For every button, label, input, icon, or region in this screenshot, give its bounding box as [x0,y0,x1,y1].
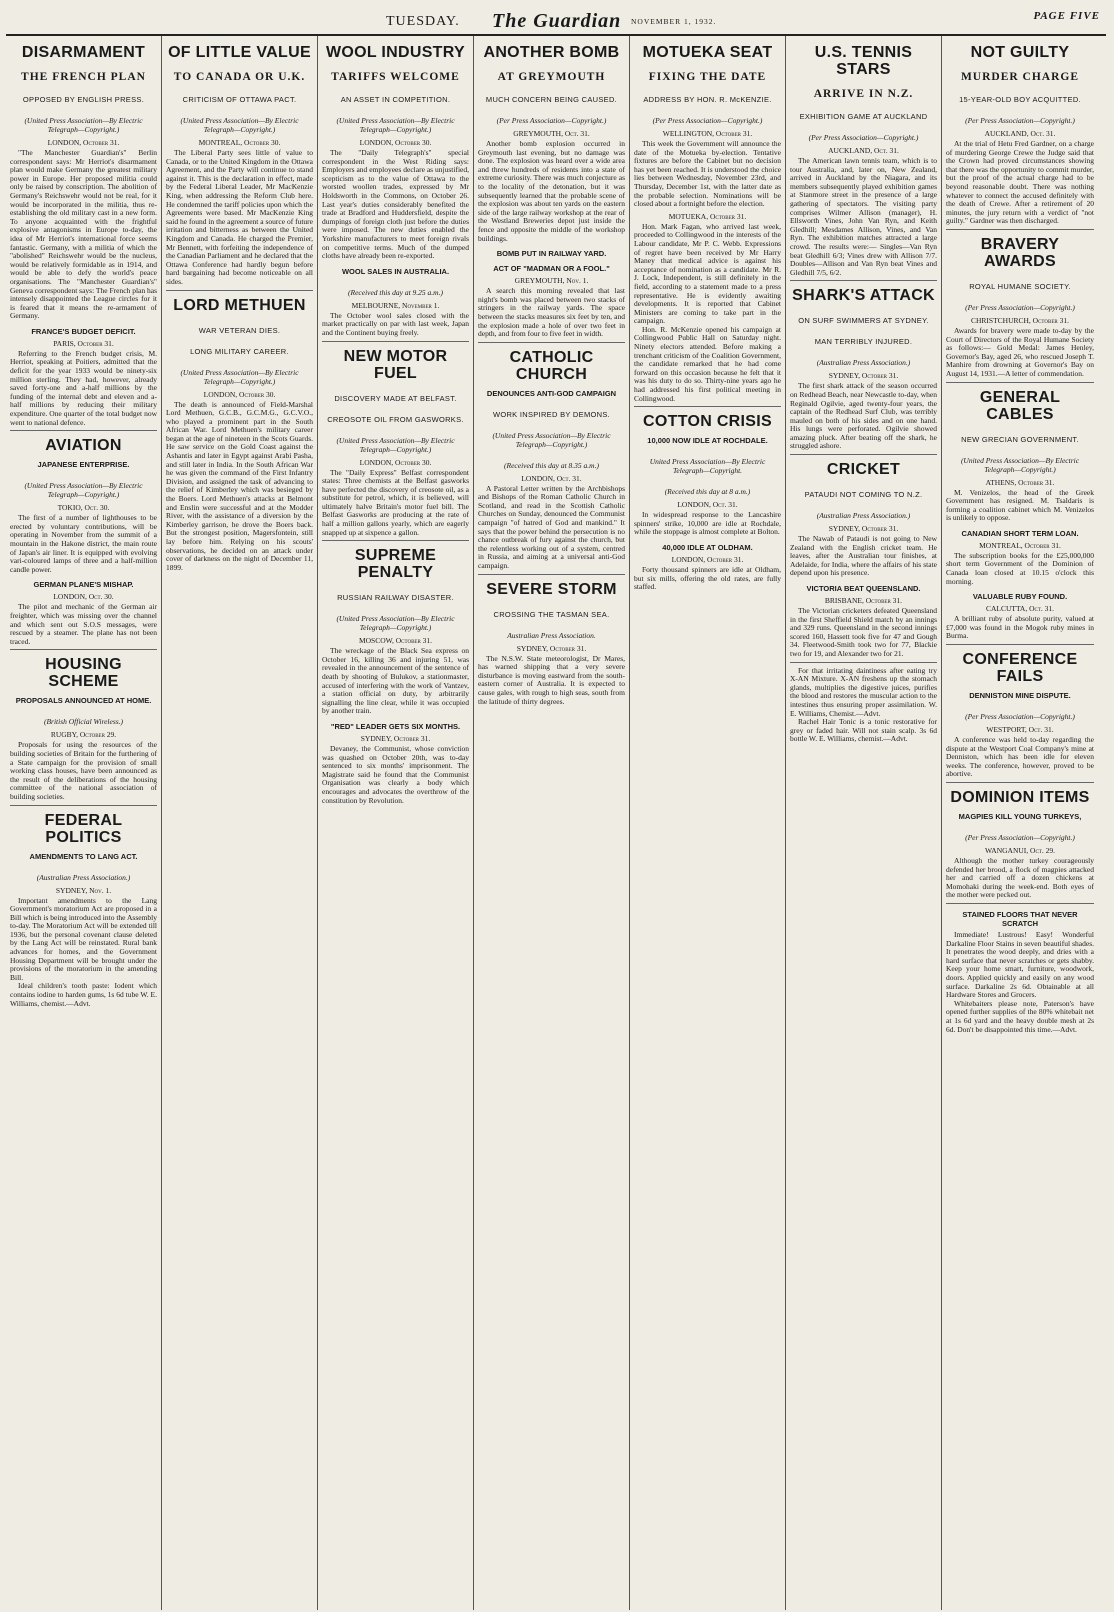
headline: LORD METHUEN [173,296,306,314]
dateline: MONTREAL, October 30. [198,138,281,147]
credit: (United Press Association—By Electric Telegraph—Copyright.) [24,481,143,500]
deck: MAGPIES KILL YOUNG TURKEYS, [958,812,1082,821]
advertisement: Rachel Hair Tonic is a tonic restorative for grey or faded hair. Will not stain scalp. 3s 6d bottle W. E. Williams, chemist.—Advt. [790,717,937,744]
column-5 [630,36,786,1610]
article-housing-scheme [10,656,157,805]
article-body: Important amendments to the Lang Government's moratorium Act are proposed in a Bill which is being introduced into the Assembly to-day. The Moratorium Act will be extended till 1936, but the personal covenant clause deleted by the Lang Act will be reinstated. Rural bank advances for homes, and the Government Housing Department will be brought under the provisions of the moratorium in the amending Bill. [10,895,157,982]
credit: (United Press Association—By Electric Telegraph—Copyright.) [492,430,611,449]
deck: CRITICISM OF OTTAWA PACT. [182,95,297,104]
dateline: SYDNEY, Nov. 1. [55,885,112,895]
dateline: MELBOURNE, November 1. [351,300,440,310]
subheadline: THE FRENCH PLAN [21,71,146,83]
dateline: LONDON, October 31. [47,138,120,147]
credit: (United Press Association—By Electric Telegraph—Copyright.) [336,116,455,134]
dateline: WELLINGTON, October 31. [662,129,753,138]
article-body: A Pastoral Letter written by the Archbishops and Bishops of the Roman Catholic Church in Scotland, and read in the Scottish Catholic Churches on Sunday, denounced the Communist campaign "of hatred of God and mankind." It says that the power behind the persecution is no chance outbreak of fury against the church, but the relentless working out of a system, centred in Russia, and aiming at a universal anti-God campaign. [478,483,625,571]
dateline: ATHENS, October 31. [985,477,1055,487]
headline: CATHOLIC CHURCH [509,348,594,383]
subheadline: ON SURF SWIMMERS AT SYDNEY. [798,316,929,326]
deck: EXHIBITION GAME AT AUCKLAND [799,112,928,121]
dateline: GREYMOUTH, Nov. 1. [514,276,589,286]
issue-day: TUESDAY. [386,14,460,29]
newspaper-title: The Guardian [492,10,622,32]
article-another-bomb [478,44,625,343]
credit: (United Press Association—By Electric Telegraph—Copyright.) [336,614,455,633]
dateline: BRISBANE, October 31. [824,596,903,606]
received-note: (Received this day at 8.35 a.m.) [504,460,599,470]
columns [6,36,1106,1610]
article-body: A conference was held to-day regarding the dispute at the Westport Coal Company's mine at Denniston, which has been idle for eleven weeks. The conference, however, proved to be abortive. [946,735,1094,779]
article-body: The first shark attack of the season occurred on Redhead Beach, near Newcastle to-day, when Reginald Ogilvie, aged twenty-four years, the captain of the Redhead Surf Club, was terribly mauled on both of his sides and on one hand. His lungs were perforated. Ogilvie showed amazing pluck. After beating off the shark, he struggled ashore. [790,381,937,451]
deck: RUSSIAN RAILWAY DISASTER. [337,593,454,603]
credit: (Australian Press Association.) [816,511,911,521]
article-body: This week the Government will announce the date of the Motueka by-election. Tentative fixtures are before the Cabinet but no decision has yet been reached. It is understood the choice lies between Wednesday, November 23rd, and Thursday, December 1st, with the latter date as the probable selection. Nominations will be closed about a fortnight before the election. [634,139,781,209]
article-body: Awards for bravery were made to-day by the Court of Directors of the Royal Humane Society as follows:— Gold Medal: James Henley, Governor's Bay, aged 26, who rescued Joseph T. Manhire from drowning at Governor's Bay on August 14, 1931.—A letter of commendation. [946,325,1094,378]
article-lord-methuen [166,297,313,576]
dateline: MONTREAL, October 31. [979,540,1061,550]
subheadline: FIXING THE DATE [648,71,767,83]
headline: U.S. TENNIS STARS [814,44,913,78]
dateline: TOKIO, Oct. 30. [57,503,110,513]
dateline: SYDNEY, October 31. [828,371,899,381]
advertisements [946,910,1094,1037]
article-body: At the trial of Hetu Fred Gardner, on a charge of murdering George Crewe the Judge said that the Crown had proved circumstances showing that there was the opportunity to commit murder, but the proof of the actual charge had to be beyond reasonable doubt. There was nothing whatever to connect the accused definitely with the death of Crewe. After a retirement of 20 minutes, the jury return with a verdict of "not guilty." Gardner was then discharged. [946,139,1094,226]
deck: ADDRESS BY HON. R. McKENZIE. [643,95,772,104]
column-1 [6,36,162,1610]
article-body: In widespread response to the Lancashire spinners' strike, 10,000 are idle at Rochdale, while the stoppage is almost complete at Bolton. [634,510,781,537]
article-not-guilty [946,44,1094,230]
credit: (British Official Wireless.) [43,717,124,727]
column-7 [942,36,1098,1610]
dateline: MOSCOW, October 31. [358,636,433,646]
credit: (United Press Association—By Electric Telegraph—Copyright.) [336,435,455,454]
subheadline: WAR VETERAN DIES. [198,325,281,335]
section-head: "RED" LEADER GETS SIX MONTHS. [330,722,461,731]
headline: NEW MOTOR FUEL [343,347,448,382]
dateline: WESTPORT, Oct. 31. [986,725,1054,735]
article-us-tennis-stars [790,44,937,281]
credit: (Australian Press Association.) [816,358,911,368]
advertisement: Ideal children's tooth paste: Iodent which contains iodine to harden gums, 1s 6d tube W. E. Williams, chemist.—Advt. [10,981,157,1008]
headline: HOUSING SCHEME [45,656,122,691]
headline: SEVERE STORM [486,580,617,598]
credit: (Per Press Association—Copyright.) [965,116,1075,125]
headline: BRAVERY AWARDS [980,235,1060,270]
subheadline: CROSSING THE TASMAN SEA. [493,609,610,619]
article-aviation [10,437,157,650]
deck: OPPOSED BY ENGLISH PRESS. [22,95,145,104]
subheadline: DENOUNCES ANTI-GOD CAMPAIGN [486,388,617,398]
subheadline: MURDER CHARGE [960,71,1080,83]
dateline: SYDNEY, October 31. [360,734,431,743]
dateline: AUCKLAND, Oct. 31. [828,146,899,155]
section-head: WOOL SALES IN AUSTRALIA. [341,266,450,276]
credit: (United Press Association—By Electric Telegraph—Copyright.) [180,367,299,386]
subheadline: ARRIVE IN N.Z. [813,88,914,100]
dateline: LONDON, October 30. [359,457,432,467]
subheadline: DISCOVERY MADE AT BELFAST. [334,393,457,403]
deck: AN ASSET IN COMPETITION. [340,95,451,104]
article-body: Proposals for using the resources of the building societies of Britain for the furthering of a State campaign for the provision of small working class houses, have been announced as the result of the deliberations of the housing committee of the national association of building societies. [10,740,157,801]
subheadline: TO CANADA OR U.K. [173,71,306,83]
credit: (United Press Association—By Electric Telegraph—Copyright.) [960,455,1080,474]
page-number: PAGE FIVE [1033,10,1100,22]
section-head: VICTORIA BEAT QUEENSLAND. [806,584,921,594]
issue-date: NOVEMBER 1, 1932. [631,17,717,26]
article-severe-storm [478,581,625,710]
column-3 [318,36,474,1610]
deck: LONG MILITARY CAREER. [190,346,289,356]
article-body: A search this morning revealed that last night's bomb was placed between two stacks of stringers in the railway yards. The space between the stacks measures six feet by ten, and the explosion made a hole of over two feet in depth, and from four to five feet in width. [478,286,625,339]
dateline: MOTUEKA, October 31. [668,211,747,221]
deck: MUCH CONCERN BEING CAUSED. [485,95,618,104]
article-body: Forty thousand spinners are idle at Oldham, but six mills, offering the old rates, are fully staffed. [634,565,781,592]
credit: (Per Press Association—Copyright.) [652,116,763,125]
advertisement: Immediate! Lustrous! Easy! Wonderful Darkaline Floor Stains in seven beautiful shades. It penetrates the wood deeply, and dries with a hard surface that never scratches or gets shabby. Keep your home smart, furniture, woodwork, doors. Applied quickly and easily on any wood surface. Darkaline 2s 6d. Obtainable at all Hardware Stores and Grocers. [946,929,1094,1000]
headline: FEDERAL POLITICS [44,811,123,846]
section-head: 40,000 IDLE AT OLDHAM. [662,543,753,552]
article-body: A brilliant ruby of absolute purity, valued at £7,000 was found in the Mogok ruby mines in Burma. [946,614,1094,641]
headline: GENERAL CABLES [979,388,1061,423]
article-wool-industry [322,44,469,342]
headline: SUPREME PENALTY [354,547,437,582]
section-head: GERMAN PLANE'S MISHAP. [33,580,134,590]
credit: (United Press Association—By Electric Telegraph—Copyright.) [180,116,299,134]
article-body: Another bomb explosion occurred in Greymouth last evening, but no damage was done. The explosion was heard over a wide area and threw hundreds of residents into a state of extreme curiosity. There was much conjecture as to the locality of the detonation, but it was subsequently learned that the probable scene of the explosion was about ten yards on the eastern side of the large railway workshop at the rear of the Westland Breweries depot just inside the fence and opposite the middle of the workshop buildings. [478,139,625,243]
deck: 10,000 NOW IDLE AT ROCHDALE. [647,436,768,446]
article-body: The American lawn tennis team, which is to tour Australia, and, later on, New Zealand, arrived in Auckland by the Niagara, and its members subsequently played exhibition games at Stanmore street in the presence of a large gathering of spectators. The visiting party comprises Wilmer Allison (manager), H. Ellsworth Vines, John Van Ryn, and Keith Gledhill; Mesdames Allison, Vines, and Van Ryn. The exhibition matches attracted a large crowd. The results were:— Singles—Van Ryn beat Gledhill 6/3; Vines drew with Allison 7/7. Doubles—Allison and Van Ryn beat Vines and Gledhill 7/5, 6/2. [790,156,937,277]
advertisement: Whitebaiters please note, Paterson's have opened further supplies of the 80% whitebait net at 1s 6d yard and the heavy double mesh at 2s 6d. Don't be disappointed this time.—Advt. [946,998,1094,1034]
article-body: The death is announced of Field-Marshal Lord Methuen, G.C.B., G.C.M.G., G.C.V.O., who played a prominent part in the South African War. Lord Methuen's military career began at the age of nineteen in the Scots Guards. He saw service on the Gold Coast against the Ashantis and later in Egypt against Arabi Pasha, and still later in India. In the South African War he was given the command of the First Infantry Division, and assigned the task of advancing to the relief of Kimberley which was besieged by the Boers. Lord Methuen's attacks at Belmont and Enslin were successful and at the Modder River, with the assistance of a diversion by the Kimberley garrison, he drove the Boers back. But the strongest position, Magersfontein, still lay before him. Relying on his scouts' observations, he decided on an attack under cover of darkness on the night of December 11, 1899. [166,399,313,572]
advertisements [790,667,937,747]
article-cotton-crisis [634,413,781,595]
dateline: LONDON, Oct. 30. [53,592,114,602]
advertisement-head: STAINED FLOORS THAT NEVER SCRATCH [962,909,1078,928]
deck: DENNISTON MINE DISPUTE. [969,691,1071,701]
article-body: The first of a number of lighthouses to be erected by voluntary contributions, will be operating in November from the summit of a mountain in the Hakone district, the main route of Japan's air liner. It is equipped with evolving vari-coloured lamps of three and a half-million candle power. [10,513,157,574]
dateline: SYDNEY, October 31. [516,643,587,653]
article-body: M. Venizelos, the head of the Greek Government has resigned. M. Tsaldaris is forming a coalition cabinet which M. Venizelos is unlikely to oppose. [946,487,1094,523]
headline: NOT GUILTY [970,44,1070,61]
credit: (Per Press Association—Copyright.) [808,133,919,142]
dateline: CALCUTTA, Oct. 31. [985,604,1055,614]
dateline: SYDNEY, October 31. [828,524,899,534]
section-head: BOMB PUT IN RAILWAY YARD. [496,249,607,259]
deck: PROPOSALS ANNOUNCED AT HOME. [15,696,152,706]
article-conference-fails [946,651,1094,783]
dateline: LONDON, October 31. [671,555,744,564]
credit: (Per Press Association—Copyright.) [965,833,1075,842]
article-body: The Victorian cricketers defeated Queensland in the first Sheffield Shield match by an innings and 329 runs. Queensland in the second innings scored 160, Hassett took five for 47 and Gough 34. Fleetwood-Smith took two for 77, Blackie two for 19, and Alexander two for 21. [790,606,937,658]
deck: WORK INSPIRED BY DEMONS. [492,409,611,419]
article-body: Devaney, the Communist, whose conviction was quashed on October 20th, was to-day sentenced to six months' imprisonment. The Magistrate said he found that the Communist Organisation was clearly a body which encourages and advocates the overthrow of the constitution by Revolution. [322,744,469,805]
credit: Australian Press Association. [507,630,596,640]
credit: (United Press Association—By Electric Telegraph—Copyright.) [24,116,143,134]
headline: DOMINION ITEMS [950,789,1090,806]
credit: (Per Press Association—Copyright.) [496,116,607,125]
dateline: RUGBY, October 29. [50,730,117,740]
dateline: WANGANUI, Oct. 29. [985,846,1055,855]
column-2 [162,36,318,1610]
article-body: The "Daily Telegraph's" special correspondent in the West Riding says: Employers and employees declare as unjustified, scepticism as to the value of Ottawa to the worsted woollen trades, expressed by Mr Holdsworth in the Commons, on October 26. Last year's duties considerably benefited the trade at Bradford and Huddersfield, despite the dumpings of foreign cloth just before the duties were imposed. The new duties enabled the Yorkshire manufacturers to meet foreign rivals on competitive terms. Much of the dumped cloths have already been re-exported. [322,148,469,261]
credit: (Per Press Association—Copyright.) [965,712,1075,722]
subheadline: TARIFFS WELCOME [331,71,460,83]
section-head: CANADIAN SHORT TERM LOAN. [961,528,1079,538]
deck: MAN TERRIBLY INJURED. [814,337,913,347]
article-body: The N.S.W. State meteorologist, Dr Mares, has warned shipping that a very severe disturbance is moving eastward from the south-eastern corner of Australia. It is expected to cause gales, with rough to high seas, south from the latitude of thirty degrees. [478,653,625,706]
article-federal-politics [10,812,157,1012]
dateline: LONDON, October 30. [203,389,276,399]
article-body: The pilot and mechanic of the German air freighter, which was missing over the channel and which sent out S.O.S messages, were rescued by a steamer. The plane has not been traced. [10,602,157,646]
headline: CONFERENCE FAILS [962,651,1078,686]
deck: JAPANESE ENTERPRISE. [37,460,130,470]
article-new-motor-fuel [322,348,469,542]
article-cricket [790,461,937,663]
section-subhead: ACT OF "MADMAN OR A FOOL." [493,264,610,274]
dateline: PARIS, October 31. [53,338,114,348]
headline: COTTON CRISIS [643,413,772,431]
dateline: LONDON, October 30. [359,138,432,147]
article-motueka-seat [634,44,781,407]
article-body: Although the mother turkey courageously defended her brood, a flock of magpies attacked her and carried off a dozen chickens at Momohaki during the week-end. Both eyes of the mother were pecked out. [946,856,1094,900]
headline: CRICKET [826,461,901,479]
article-body: Hon. R. McKenzie opened his campaign at Collingwood Public Hall on Saturday night. Ninety electors attended. Before making a trenchant criticism of the Coalition Government, the candidate remarked that he had come forward on this occasion because he felt that it was his duty to do so. Thirty-nine years ago he had addressed his first political meeting in Collingwood. [634,324,781,403]
article-general-cables [946,389,1094,646]
headline: SHARK'S ATTACK [792,287,935,305]
deck: PATAUDI NOT COMING TO N.Z. [804,490,923,500]
deck: AMENDMENTS TO LANG ACT. [29,851,138,861]
credit: (Per Press Association—Copyright.) [965,302,1075,312]
headline: WOOL INDUSTRY [325,44,465,61]
column-4 [474,36,630,1610]
subheadline: AT GREYMOUTH [497,71,606,83]
headline: AVIATION [45,437,122,455]
article-dominion-items [946,789,1094,904]
headline: DISARMAMENT [21,44,146,61]
dateline: GREYMOUTH, Oct. 31. [513,129,590,138]
section-head: FRANCE'S BUDGET DEFICIT. [31,326,136,336]
credit: (Australian Press Association.) [36,872,131,882]
article-catholic-church [478,349,625,575]
headline: OF LITTLE VALUE [168,44,311,61]
deck: ROYAL HUMANE SOCIETY. [969,281,1071,291]
credit: United Press Association—By Electric Telegraph—Copyright. [649,457,766,476]
article-supreme-penalty [322,547,469,808]
article-body: The Nawab of Pataudi is not going to New Zealand with the English cricket team. He leaves, after the Australian tour finishes, at Adelaide, for India, where the affairs of his state depend upon his presence. [790,534,937,578]
article-body: The Liberal Party sees little of value to Canada, or to the United Kingdom in the Ottawa Agreement, and the Party will continue to stand against it. This is the declaration in effect, made by the Federal Liberal Leader, Mr MacKenzie King, when addressing the Reform Club here. He condemned the tariff policies upon which the Agreements were based. Mr MacKenzie King said he found in the agreement a source of future irritation and bitterness as between the United Kingdom and Canada. He charged the Premier, Mr Bennett, with forfeiting the independence of the Canadian Parliament and he declared that the Ottawa Conference had hardly begun before hard bargaining had become noticeable on all sides. [166,148,313,286]
section-head: VALUABLE RUBY FOUND. [972,592,1068,602]
article-body: The subscription books for the £25,000,000 short term Government of the Dominion of Canada loan closed at 10.15 o'clock this morning. [946,550,1094,586]
advertisement: For that irritating daintiness after eating try X-AN Mixture. X-AN freshens up the stomach glands, multiplies the digestive juices, purifies the blood and restores the muscular action to the intestines thus ensuring proper assimilation. W. E. Williams, Chemist.—Advt. [790,665,937,718]
article-body: The "Daily Express" Belfast correspondent states: Three chemists at the Belfast gasworks have perfected the discovery of creosote oil, as a substitute for petrol, which, it is believed, will ultimately halve Britain's motor fuel bill. The Belfast Gasworks are producing at the rate of half a million gallons yearly, which are eagerly snapped up at sixpence a gallon. [322,467,469,537]
deck: 15-YEAR-OLD BOY ACQUITTED. [959,95,1081,104]
masthead [6,6,1106,36]
deck: CREOSOTE OIL FROM GASWORKS. [327,414,464,424]
dateline: CHRISTCHURCH, October 31. [971,315,1069,325]
article-body: Referring to the French budget crisis, M. Herriot, speaking at Poitiers, admitted that the deficit for the year 1933 would be ninety-six million sterling. They had, however, already saved forty-one and a-half millions by the funding of the internal debt and eleven and a-half millions by reducing their military expenditure. One quarter of the total budget now went to national defence. [10,348,157,427]
deck: NEW GRECIAN GOVERNMENT. [961,434,1079,444]
article-body: "The Manchester Guardian's" Berlin correspondent says: Mr Herriot's disarmament plan would make Germany the greatest military power in Europe. Her proposed militia could only be raised by conscription. The abolition of Germany's Reichswehr would not be real, for it would be incorporated in the militia, thus re-establishing the old military cast in a new form. To anyone acquainted with the frightful explosive antagonisms in Europe to-day, the idea of Mr Herriot's international force seems fantastic. Germany, with a militia of which the "abolished" Reichswehr would be the nucleus, would be relatively formidable as in 1914, and would be able to defy the world's peace organisations. The "Manchester Guardian's" Geneva correspondent says: The French plan has intensely disappointed the League circles for it is feared that it means the re-armament of Germany. [10,148,157,321]
article-body: Hon. Mark Fagan, who arrived last week, proceeded to Collingwood in the interests of the Labour candidate, Mr P. C. Webb. Expressions of regret have been received by Mr Harry Maney that medical advice is against his acceptance of nomination as a candidate. Mr R. J. Lock, Independent, is still definitely in the field, according to a statement made to a press representative. He is evidently awaiting developments. It is reported that Cabinet Ministers are coming to take part in the campaign. [634,221,781,326]
article-body: The October wool sales closed with the market practically on par with last week, Japan and the Continent buying freely. [322,310,469,337]
article-sharks-attack [790,287,937,455]
dateline: LONDON, Oct. 31. [521,473,582,483]
headline: MOTUEKA SEAT [642,44,773,61]
dateline: LONDON, Oct. 31. [677,500,738,510]
column-6 [786,36,942,1610]
dateline: AUCKLAND, Oct. 31. [984,129,1056,138]
received-note: (Received this day at 9.25 a.m.) [348,287,443,297]
article-disarmament [10,44,157,431]
received-note: (Received this day at 8 a.m.) [664,487,751,497]
article-body: The wreckage of the Black Sea express on October 16, killing 36 and injuring 51, was revealed in the announcement of the sentence of death by shooting of Bulukov, a stationmaster, accused of interfering with the work of Vantzev, a station official on duty, by arbitrarily signalling the line clear, while it was occupied by another train. [322,646,469,716]
article-of-little-value [166,44,313,291]
article-bravery-awards [946,236,1094,383]
headline: ANOTHER BOMB [483,44,620,61]
